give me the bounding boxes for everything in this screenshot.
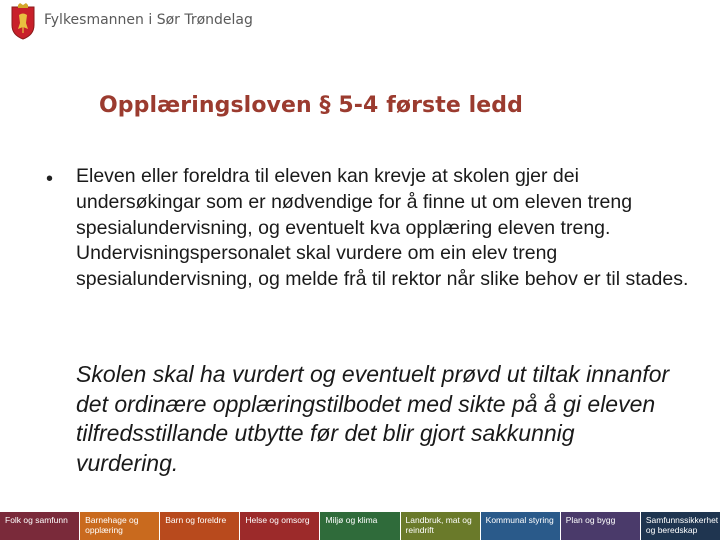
organization-name: Fylkesmannen i Sør Trøndelag <box>44 12 253 28</box>
slide-title: Opplæringsloven § 5-4 første ledd <box>99 93 523 118</box>
bullet-item <box>46 164 706 293</box>
footer-nav-item[interactable]: Barn og foreldre <box>160 512 240 540</box>
bullet-text: Eleven eller foreldra til eleven kan krevje at skolen gjer dei undersøkingar som er nødvendige for å finne ut om eleven treng spesialundervisning, og eventuelt kva opplæring eleven treng. Undervisningspersonalet skal vurdere om ein elev treng spesialundervisning, og melde frå til rektor når slike behov er til stades. <box>76 165 689 291</box>
header-bar <box>0 0 720 44</box>
footer-nav-item[interactable]: Miljø og klima <box>320 512 400 540</box>
footer-nav-item[interactable]: Folk og samfunn <box>0 512 80 540</box>
footer-nav-item[interactable]: Kommunal styring <box>481 512 561 540</box>
bullet-icon: • <box>46 168 54 190</box>
footer-nav-item[interactable]: Samfunnssikkerhet og beredskap <box>641 512 720 540</box>
footer-nav-item[interactable]: Barnehage og opplæring <box>80 512 160 540</box>
footer-nav-item[interactable]: Helse og omsorg <box>240 512 320 540</box>
footer-nav-item[interactable]: Plan og bygg <box>561 512 641 540</box>
footer-nav-item[interactable]: Landbruk, mat og reindrift <box>401 512 481 540</box>
italic-paragraph: Skolen skal ha vurdert og eventuelt prøvd ut tiltak innanfor det ordinære opplæringstilbodet med sikte på å gi eleven tilfredsstillande utbytte før det blir gjort sakkunnig vurdering. <box>76 361 670 476</box>
footer-nav <box>0 512 720 540</box>
coat-of-arms-icon <box>10 3 36 41</box>
